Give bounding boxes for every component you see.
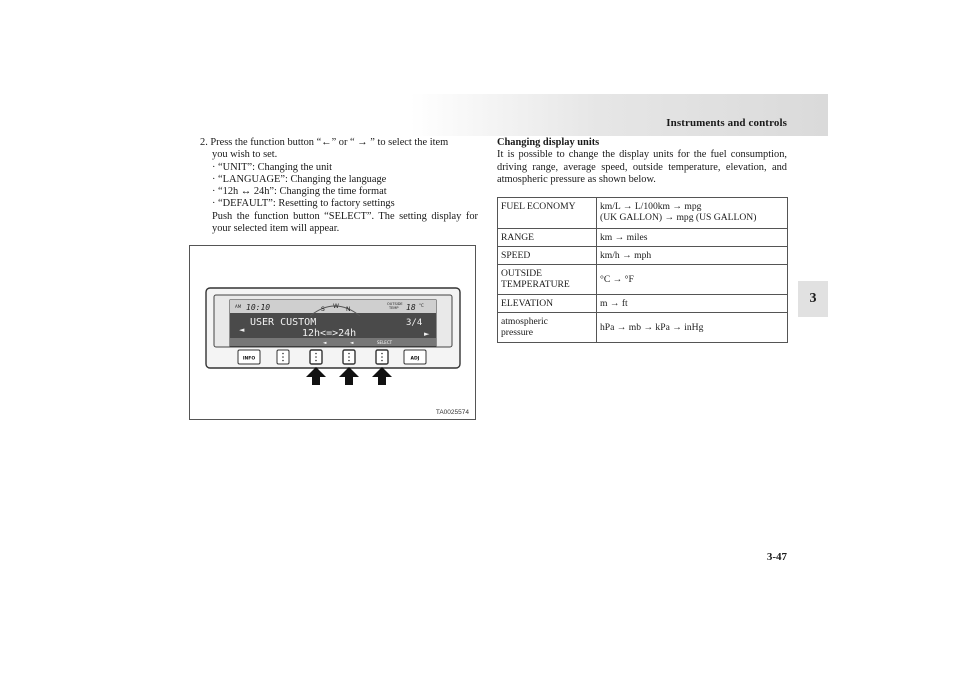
up-arrow-icon — [306, 367, 326, 385]
table-row — [498, 229, 788, 247]
table-row — [498, 247, 788, 265]
strip-arrow-right: ◄ — [350, 341, 354, 346]
lcd-left-arrow: ◄ — [239, 326, 245, 334]
outside-label: OUTSIDE — [387, 302, 403, 306]
compass-w: W — [333, 303, 339, 310]
unit-options: km → miles — [597, 229, 788, 247]
option-item: · “12h ↔ 24h”: Changing the time format — [212, 186, 387, 198]
chapter-number: 3 — [809, 291, 817, 306]
instruction-column — [200, 137, 478, 235]
lcd-page-indicator: 3/4 — [406, 318, 423, 328]
adj-button-label: ADJ — [410, 356, 420, 362]
option-item: · “LANGUAGE”: Changing the language — [212, 173, 387, 185]
strip-select-label: SELECT — [377, 340, 393, 345]
option-item: · “DEFAULT”: Resetting to factory settings — [212, 198, 395, 210]
table-row — [498, 198, 788, 229]
compass-s: S — [321, 306, 325, 313]
lcd-line-1: USER CUSTOM — [250, 317, 317, 328]
unit-options: km/L → L/100km → mpg (UK GALLON) → mpg (US GALLON) — [597, 198, 788, 229]
header-band — [410, 94, 828, 136]
step-2-text: 2. Press the function button “←” or “ → ” to select the item you wish to set. — [200, 137, 449, 161]
unit-category: OUTSIDE TEMPERATURE — [498, 265, 597, 295]
lcd-right-arrow: ► — [424, 330, 430, 338]
option-item: · “UNIT”: Changing the unit — [212, 161, 333, 173]
units-table — [497, 197, 788, 343]
up-arrow-icon — [372, 367, 392, 385]
section-title: Instruments and controls — [666, 117, 787, 129]
table-row — [498, 265, 788, 295]
unit-category: SPEED — [498, 247, 597, 265]
compass-n: N — [346, 306, 351, 313]
unit-options: km/h → mph — [597, 247, 788, 265]
lcd-line-2: 12h<=>24h — [302, 328, 357, 339]
units-section — [497, 137, 787, 186]
unit-category: atmospheric pressure — [498, 313, 597, 343]
table-row — [498, 313, 788, 343]
unit-options: hPa → mb → kPa → inHg — [597, 313, 788, 343]
lcd-bottom-strip — [230, 338, 436, 346]
temp-label: TEMP — [389, 306, 399, 310]
units-description: It is possible to change the display units for the fuel consumption, driving range, average speed, outside temperature, elevation, and atmospheric pressure as shown below. — [497, 149, 787, 185]
temp-unit: °C — [419, 303, 424, 308]
am-label: AM — [235, 304, 242, 309]
unit-category: RANGE — [498, 229, 597, 247]
strip-arrow-left: ◄ — [323, 341, 327, 346]
unit-category: ELEVATION — [498, 295, 597, 313]
page-number: 3-47 — [766, 551, 787, 563]
table-row — [498, 295, 788, 313]
display-illustration — [189, 245, 476, 420]
multi-info-display-drawing — [190, 246, 475, 419]
push-select-text: Push the function button “SELECT”. The setting display for your selected item will appear. — [212, 210, 478, 235]
unit-category: FUEL ECONOMY — [498, 198, 597, 229]
unit-options: °C → °F — [597, 265, 788, 295]
info-button-label: INFO — [242, 356, 256, 362]
unit-options: m → ft — [597, 295, 788, 313]
units-heading: Changing display units — [497, 137, 600, 148]
chapter-tab[interactable] — [798, 281, 828, 317]
clock-readout: 10:10 — [246, 303, 271, 312]
up-arrow-icon — [339, 367, 359, 385]
temp-value: 18 — [406, 303, 416, 312]
figure-code: TA0025574 — [435, 409, 469, 416]
